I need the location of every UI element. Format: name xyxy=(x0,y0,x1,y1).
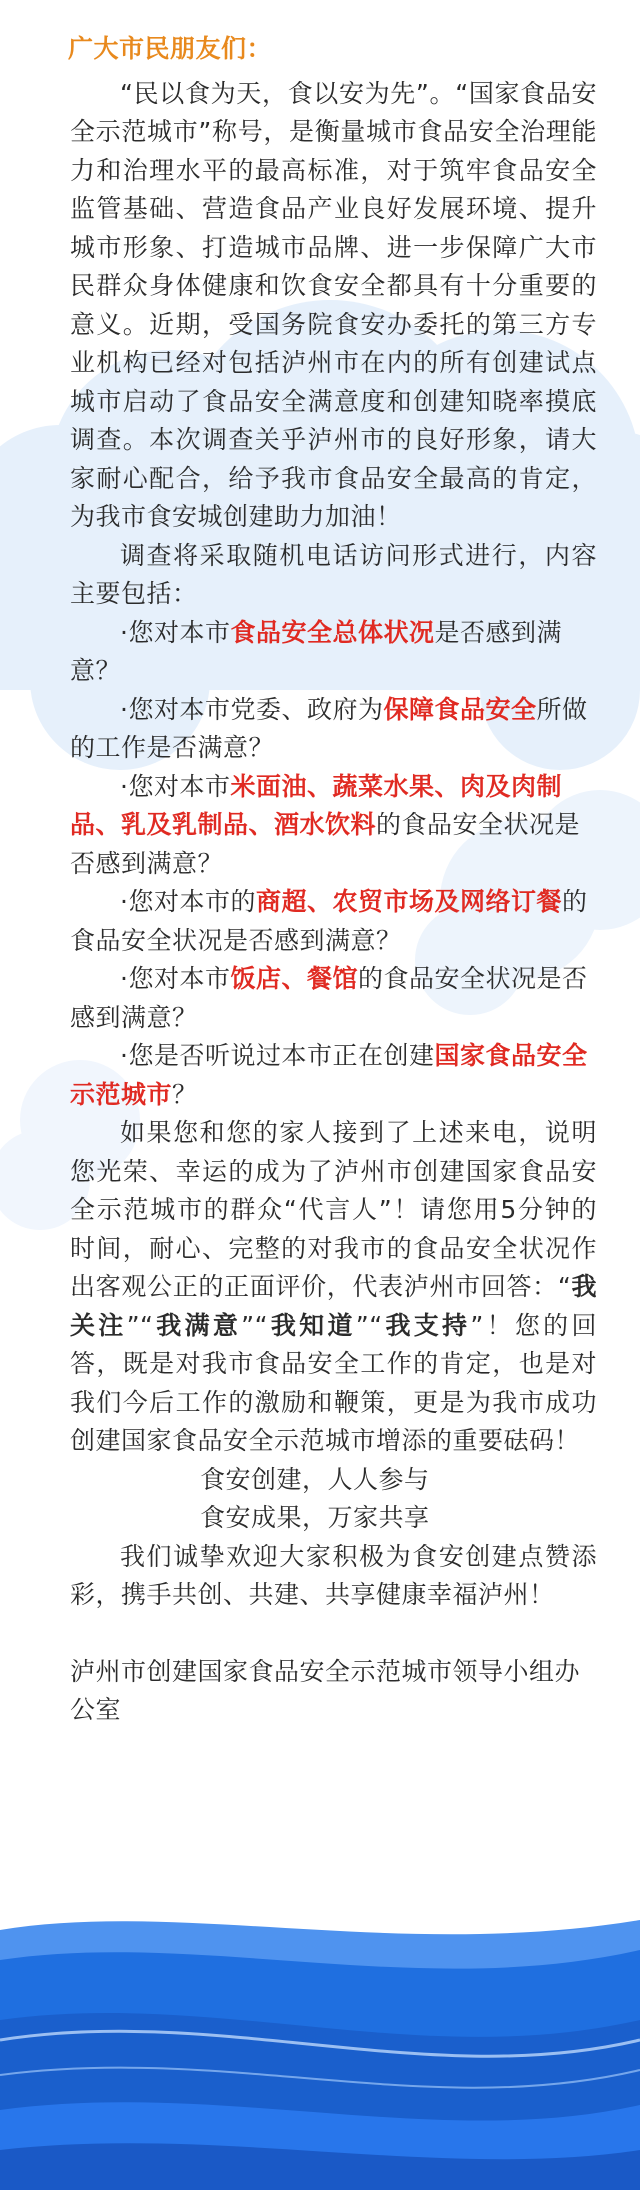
question-text: 所做的工作是否满意？ xyxy=(70,694,588,762)
greeting: 广大市民朋友们： xyxy=(68,34,273,63)
quote-mark: “ xyxy=(369,1310,383,1340)
question-item xyxy=(70,960,597,1037)
question-item xyxy=(70,614,597,691)
call-paragraph xyxy=(70,1114,597,1461)
question-text: 的食品安全状况是否感到满意？ xyxy=(70,810,581,878)
question-highlight: 米面油、蔬菜水果、肉及肉制品、乳及乳制品、酒水饮料 xyxy=(70,771,562,839)
quote-mark: ” xyxy=(470,1310,484,1340)
question-text: ·您是否听说过本市正在创建 xyxy=(120,1041,435,1070)
answer-phrase: 我知道 xyxy=(268,1310,356,1340)
question-text: ·您对本市 xyxy=(120,964,231,993)
notice-body xyxy=(70,22,597,1755)
slogan-line: 食安创建，人人参与 xyxy=(200,1464,430,1494)
question-text: ·您对本市的 xyxy=(120,887,256,916)
question-text: ·您对本市 xyxy=(120,617,231,647)
question-text: ？ xyxy=(172,1079,198,1109)
question-highlight: 国家食品安全示范城市 xyxy=(70,1041,588,1109)
question-text: ·您对本市 xyxy=(120,771,231,801)
closing-paragraph: 我们诚挚欢迎大家积极为食安创建点赞添彩，携手共创、共建、共享健康幸福泸州！ xyxy=(70,1541,597,1609)
quote-mark: “ xyxy=(140,1310,154,1340)
answer-phrase: 我关注 xyxy=(70,1272,597,1340)
question-highlight: 食品安全总体状况 xyxy=(230,617,435,647)
question-item xyxy=(70,768,597,884)
intro-paragraph: “民以食为天，食以安为先”。“国家食品安全示范城市”称号，是衡量城市食品安全治理能力和治理水平的最高标准，对于筑牢食品安全监管基础、营造食品产业良好发展环境、提升城市形象、打造城市品牌、进一步保障广大市民群众身体健康和饮食安全都具有十分重要的意义。近期，受国务院食安办委托的第三方专业机构已经对包括泸州市在内的所有创建试点城市启动了食品安全满意度和创建知晓率摸底调查。本次调查关乎泸州市的良好形象，请大家耐心配合，给予我市食品安全最高的肯定，为我市食安城创建助力加油！ xyxy=(70,78,597,531)
question-highlight: 商超、农贸市场及网络订餐 xyxy=(255,887,562,916)
call-text: ！您的回答，既是对我市食品安全工作的肯定，也是对我们今后工作的激励和鞭策，更是为我市成功创建国家食品安全示范城市增添的重要砝码！ xyxy=(70,1310,597,1455)
question-highlight: 保障食品安全 xyxy=(383,694,537,724)
quote-mark: “ xyxy=(557,1272,572,1301)
quote-mark: ” xyxy=(126,1310,141,1340)
call-text: 如果您和您的家人接到了上述来电，说明您光荣、幸运的成为了泸州市创建国家食品安全示范城市的群众“代言人”！请您用5分钟的时间，耐心、完整的对我市的食品安全状况作出客观公正的正面评价，代表泸州市回答： xyxy=(70,1118,597,1301)
signature: 泸州市创建国家食品安全示范城市领导小组办公室 xyxy=(70,1656,581,1724)
quote-mark: ” xyxy=(241,1310,255,1340)
slogan-line: 食安成果，万家共享 xyxy=(200,1503,430,1532)
question-item xyxy=(70,883,597,960)
quote-mark: ” xyxy=(355,1310,370,1340)
question-item xyxy=(70,1037,597,1114)
question-text: 的食品安全状况是否感到满意？ xyxy=(70,887,588,955)
question-highlight: 饭店、餐馆 xyxy=(230,964,358,993)
question-text: 是否感到满意？ xyxy=(70,617,562,685)
answer-phrase: 我支持 xyxy=(382,1310,471,1340)
quote-mark: “ xyxy=(254,1310,269,1340)
answer-phrase: 我满意 xyxy=(153,1310,242,1340)
survey-intro: 调查将采取随机电话访问形式进行，内容主要包括： xyxy=(70,540,597,608)
question-item xyxy=(70,691,597,768)
question-text: ·您对本市党委、政府为 xyxy=(120,694,384,724)
question-text: 的食品安全状况是否感到满意？ xyxy=(70,964,588,1032)
